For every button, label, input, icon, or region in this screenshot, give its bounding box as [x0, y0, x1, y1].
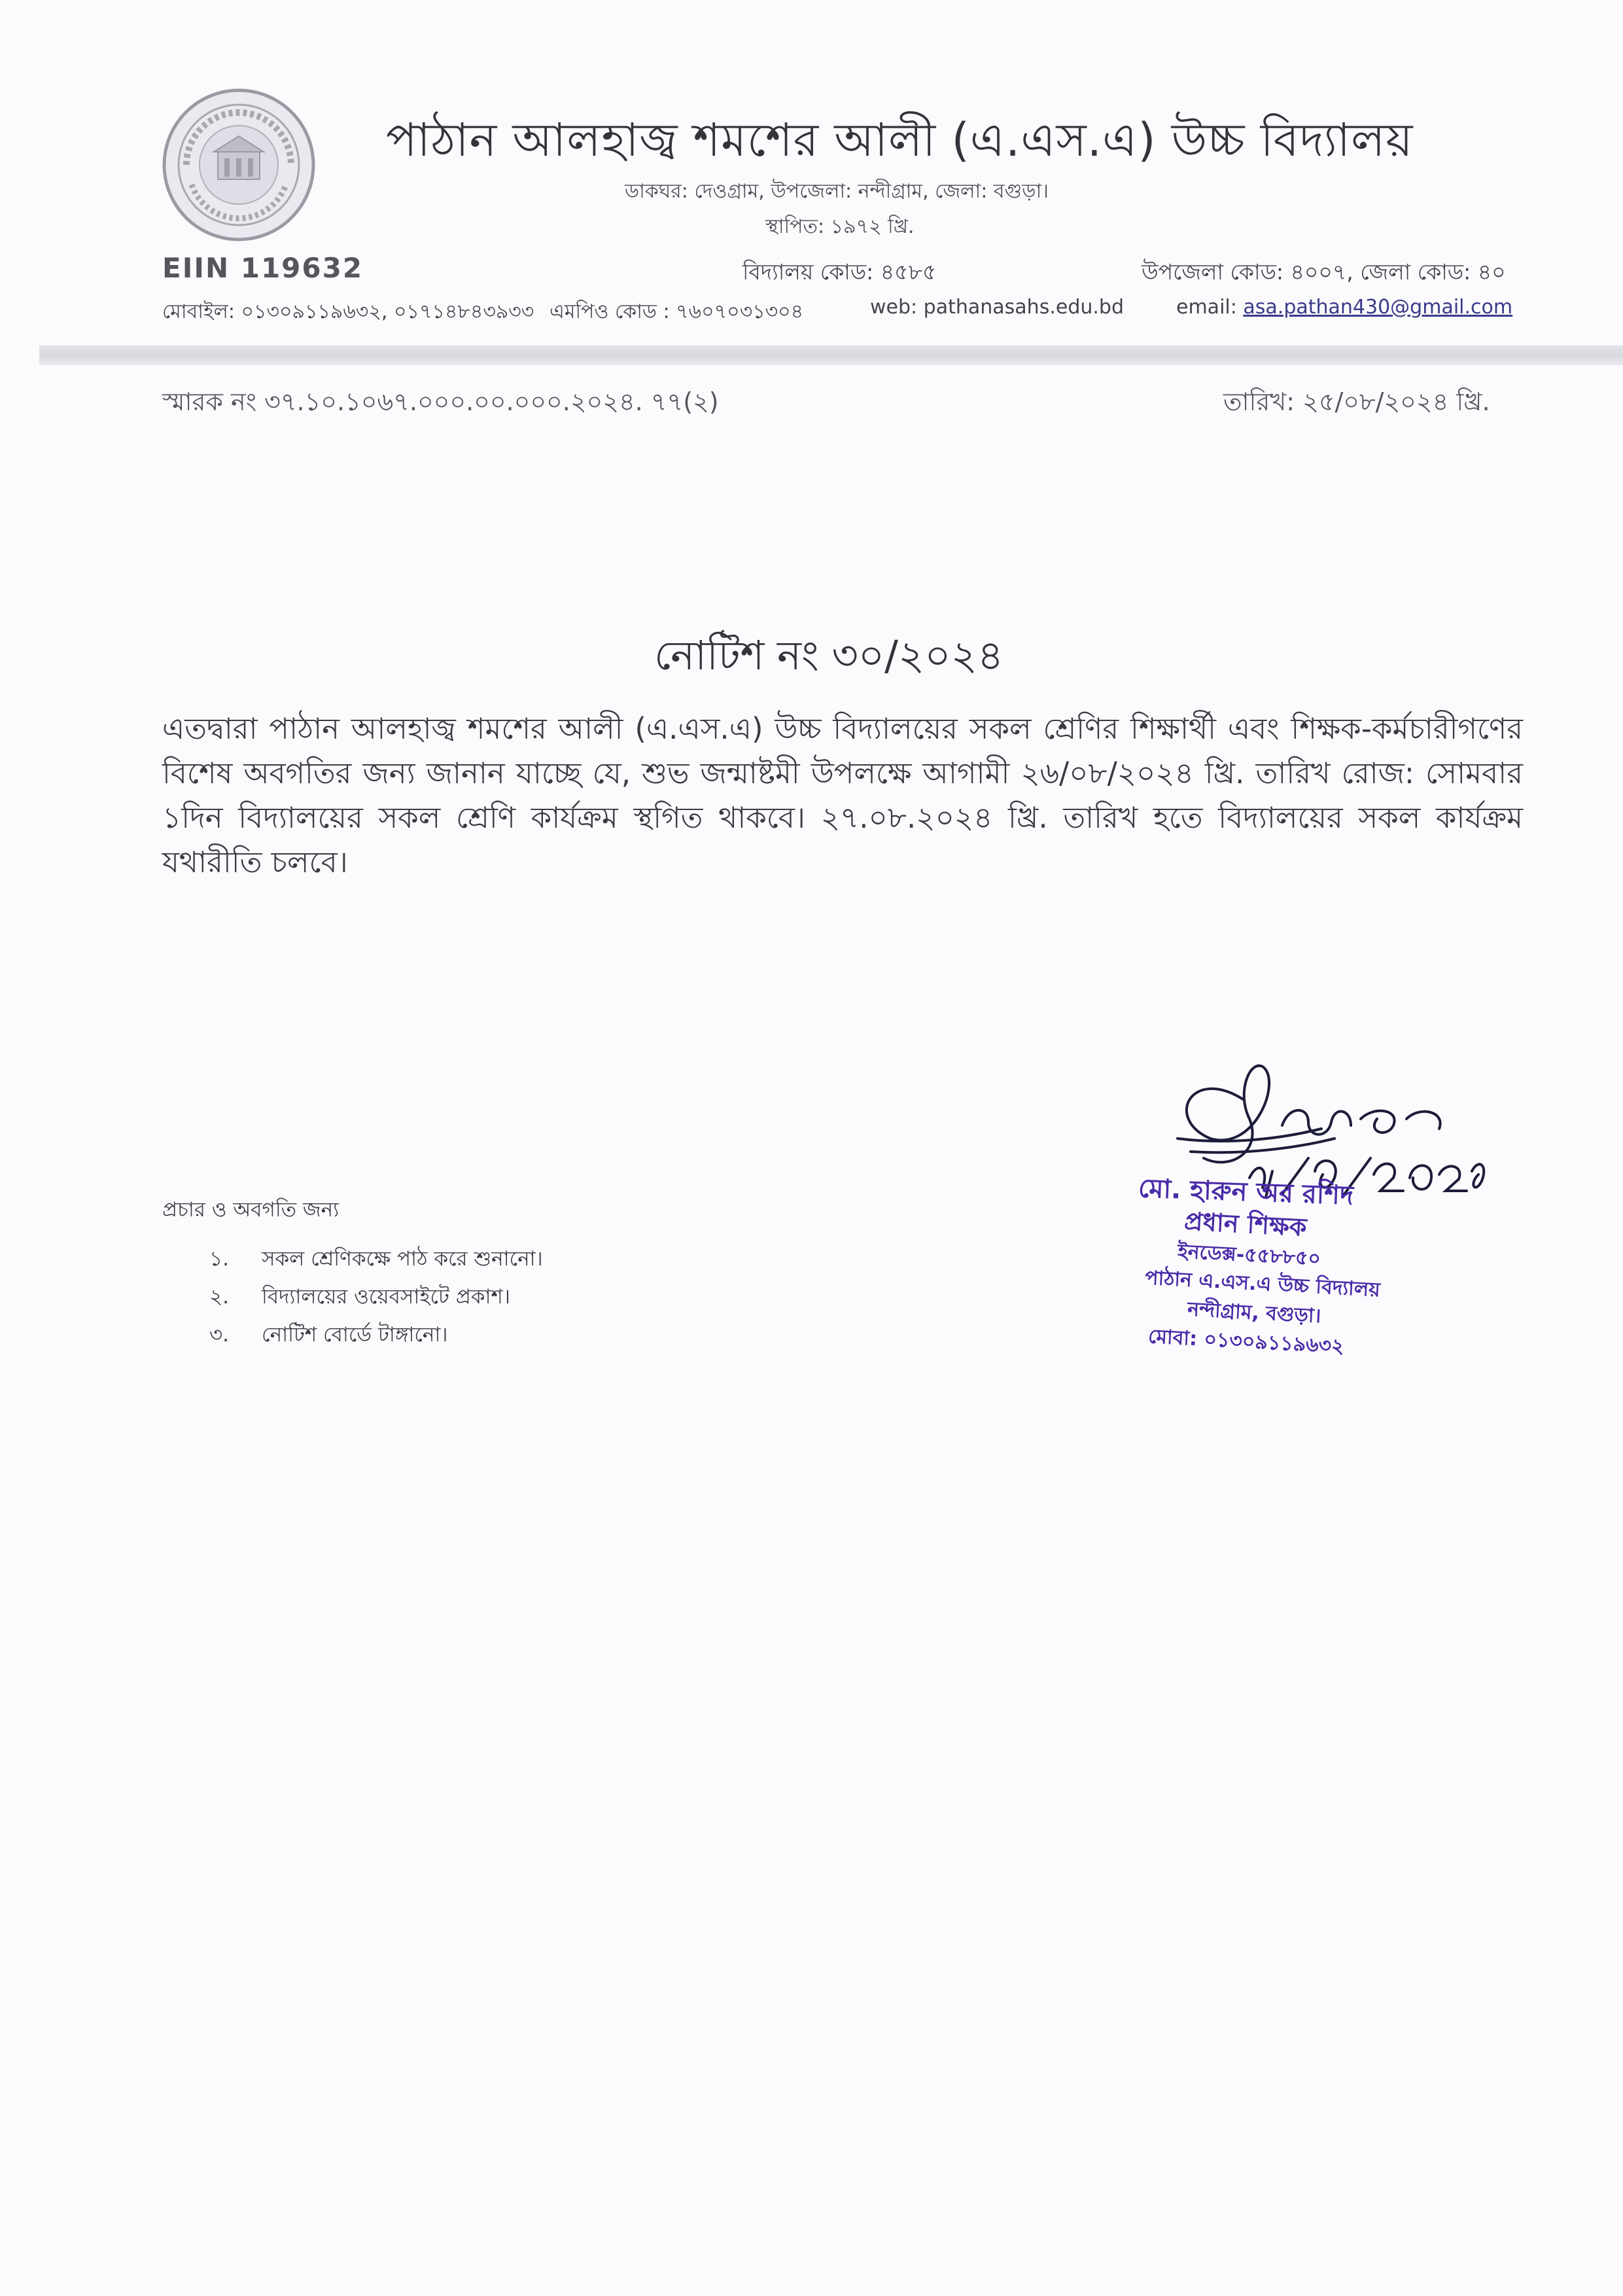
stamp-designation: প্রধান শিক্ষক: [1183, 1207, 1308, 1242]
memo-number: স্মারক নং ৩৭.১০.১০৬৭.০০০.০০.০০০.২০২৪. ৭৭(২): [162, 387, 719, 416]
email-label: email:: [1176, 296, 1244, 319]
stamp-index: ইনডেক্স-৫৫৮৮৫০: [1177, 1240, 1321, 1271]
school-code: বিদ্যালয় কোড: ৪৫৮৫: [742, 259, 937, 285]
memo-date: তারিখ: ২৫/০৮/২০২৪ খ্রি.: [1223, 387, 1490, 416]
list-item: [209, 1281, 543, 1319]
headmaster-stamp: [1138, 1171, 1439, 1358]
established-year: স্থাপিত: ১৯৭২ খ্রি.: [765, 215, 915, 238]
website: web: pathanasahs.edu.bd: [870, 296, 1124, 319]
eiin-number: EIIN 119632: [162, 252, 364, 284]
stamp-school: পাঠান এ.এস.এ উচ্চ বিদ্যালয়: [1144, 1266, 1381, 1302]
list-item: [209, 1243, 543, 1281]
email-link[interactable]: asa.pathan430@gmail.com: [1243, 296, 1513, 319]
stamp-location: নন্দীগ্রাম, বগুড়া।: [1187, 1298, 1322, 1328]
list-item-number: ৩.: [209, 1323, 230, 1347]
notice-title: নোটিশ নং ৩০/২০২৪: [654, 631, 1004, 679]
list-item-text: নোটিশ বোর্ডে টাঙ্গানো।: [262, 1323, 448, 1347]
email-line: [1176, 296, 1512, 319]
mpo-code: এমপিও কোড : ৭৬০৭০৩১৩০৪: [550, 300, 804, 323]
school-name: পাঠান আলহাজ্ব শমশের আলী (এ.এস.এ) উচ্চ বিদ্যালয়: [386, 113, 1414, 167]
mobile-numbers: মোবাইল: ০১৩০৯১১৯৬৩২, ০১৭১৪৮৪৩৯৩৩: [162, 300, 534, 323]
list-item-number: ১.: [209, 1247, 229, 1271]
distribution-title: প্রচার ও অবগতি জন্য: [162, 1198, 340, 1222]
list-item: [209, 1319, 543, 1357]
upazila-district-code: উপজেলা কোড: ৪০০৭, জেলা কোড: ৪০: [1142, 259, 1506, 285]
list-item-text: সকল শ্রেণিকক্ষে পাঠ করে শুনানো।: [262, 1247, 543, 1271]
school-address: ডাকঘর: দেওগ্রাম, উপজেলা: নন্দীগ্রাম, জেলা: বগুড়া।: [625, 180, 1049, 203]
distribution-list: [209, 1243, 543, 1357]
list-item-text: বিদ্যালয়ের ওয়েবসাইটে প্রকাশ।: [262, 1285, 510, 1309]
header-divider-bar: [39, 345, 1623, 365]
notice-body-text: এতদ্বারা পাঠান আলহাজ্ব শমশের আলী (এ.এস.এ) উচ্চ বিদ্যালয়ের সকল শ্রেণির শিক্ষার্থী এবং শিক্ষক-কর্মচারীগণের বিশেষ অবগতির জন্য জানান যাচ্ছে যে, শুভ জন্মাষ্টমী উপলক্ষে আগামী ২৬/০৮/২০২৪ খ্রি. তারিখ রোজ: সোমবার ১দিন বিদ্যালয়ের সকল শ্রেণি কার্যক্রম স্থগিত থাকবে। ২৭.০৮.২০২৪ খ্রি. তারিখ হতে বিদ্যালয়ের সকল কার্যক্রম যথারীতি চলবে।: [162, 711, 1523, 879]
notice-body: [162, 707, 1523, 885]
list-item-number: ২.: [209, 1285, 230, 1309]
stamp-mobile: মোবা: ০১৩০৯১১৯৬৩২: [1147, 1325, 1345, 1358]
stamp-name: মো. হারুন অর রশিদ: [1138, 1173, 1354, 1211]
school-seal-logo: [160, 86, 317, 243]
